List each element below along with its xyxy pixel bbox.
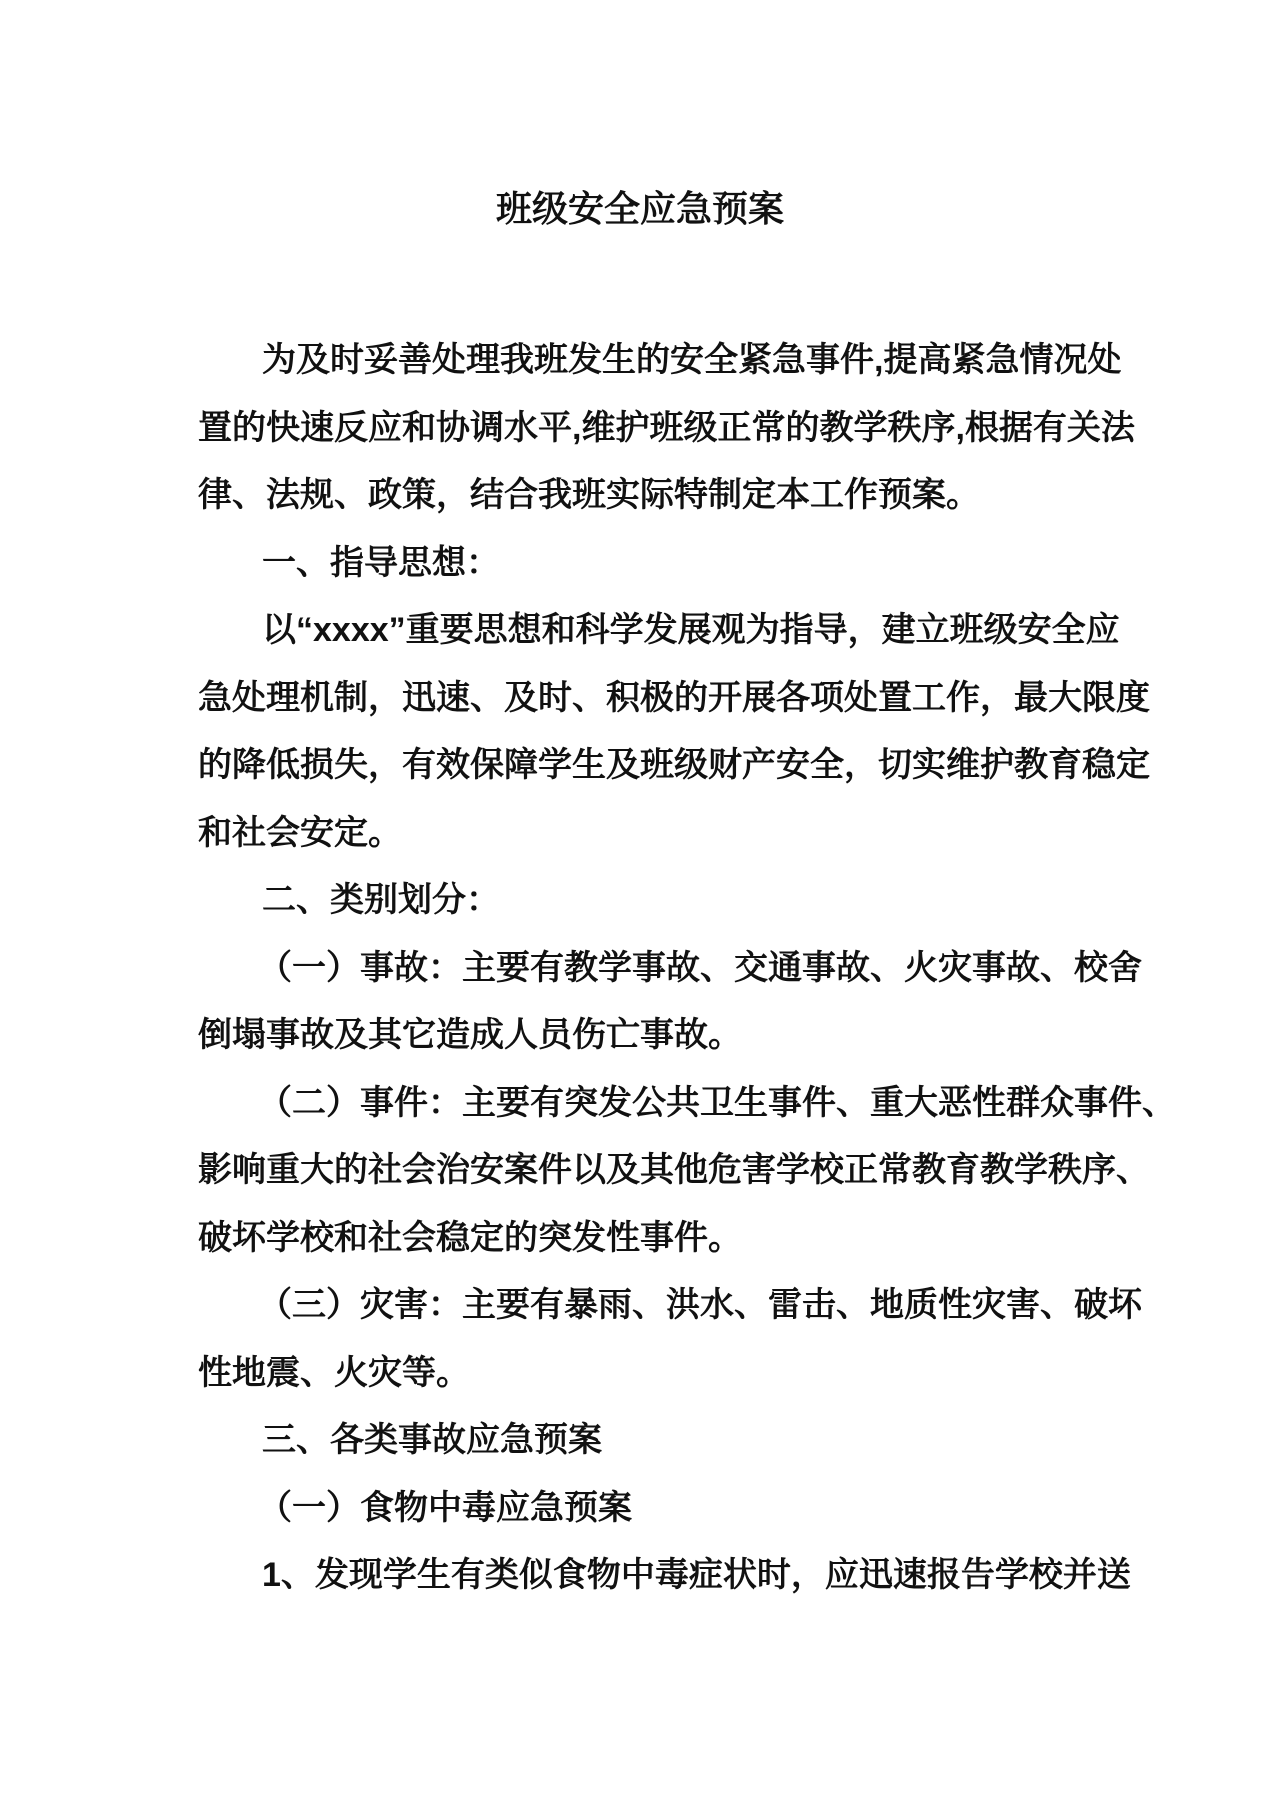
- paragraph-line: 急处理机制，迅速、及时、积极的开展各项处置工作，最大限度: [198, 678, 1150, 717]
- paragraph-line: 律、法规、政策，结合我班实际特制定本工作预案。: [198, 476, 980, 514]
- paragraph-line: 一、指导思想：: [262, 543, 500, 582]
- paragraph-line: 和社会安定。: [198, 813, 402, 852]
- paragraph-line: （一）食物中毒应急预案: [258, 1488, 632, 1527]
- paragraph-line: 置的快速反应和协调水平,维护班级正常的教学秩序,根据有关法: [198, 408, 1135, 447]
- document-title: 班级安全应急预案: [495, 188, 784, 229]
- paragraph-line: 性地震、火灾等。: [198, 1353, 470, 1392]
- paragraph-line: 影响重大的社会治安案件以及其他危害学校正常教育教学秩序、: [198, 1151, 1150, 1189]
- paragraph-line: 三、各类事故应急预案: [262, 1421, 602, 1459]
- paragraph-line: 二、类别划分：: [262, 881, 500, 919]
- document-body: [198, 327, 1176, 1610]
- paragraph-line: （一）事故：主要有教学事故、交通事故、火灾事故、校舍: [258, 948, 1142, 987]
- paragraph-line: 以“xxxx”重要思想和科学发展观为指导，建立班级安全应: [262, 611, 1120, 649]
- paragraph-line: 破坏学校和社会稳定的突发性事件。: [198, 1218, 742, 1257]
- paragraph-line: 的降低损失，有效保障学生及班级财产安全，切实维护教育稳定: [198, 746, 1150, 784]
- paragraph-line: 为及时妥善处理我班发生的安全紧急事件,提高紧急情况处: [262, 341, 1122, 379]
- paragraph-line: （三）灾害：主要有暴雨、洪水、雷击、地质性灾害、破坏: [258, 1286, 1142, 1324]
- paragraph-line: （二）事件：主要有突发公共卫生事件、重大恶性群众事件、: [258, 1083, 1176, 1122]
- paragraph-line: 倒塌事故及其它造成人员伤亡事故。: [198, 1016, 742, 1054]
- paragraph-line: 1、发现学生有类似食物中毒症状时，应迅速报告学校并送: [262, 1556, 1131, 1594]
